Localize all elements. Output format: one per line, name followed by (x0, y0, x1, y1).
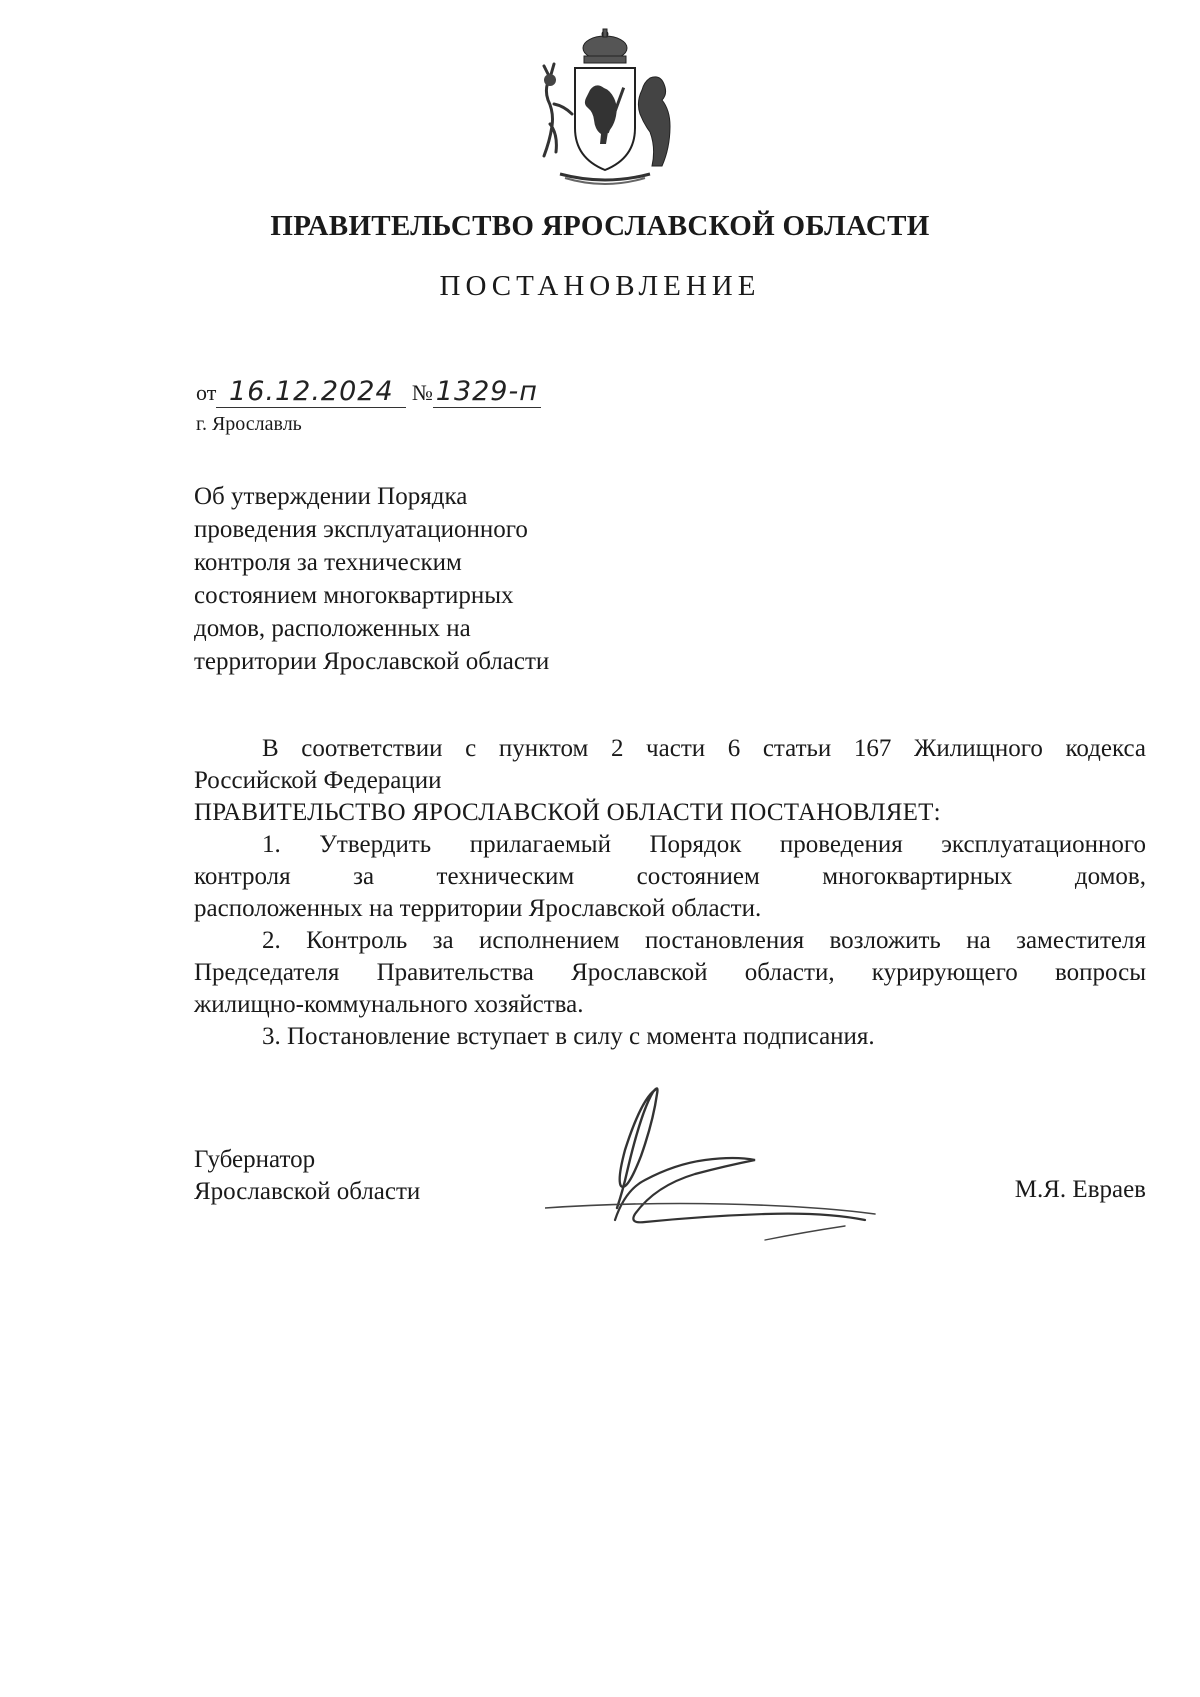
document-body (194, 733, 1146, 1053)
signer-title-line: Губернатор (194, 1146, 316, 1173)
signer-name: М.Я. Евраев (1014, 1176, 1146, 1203)
item-2-line: 2. Контроль за исполнением постановления возложить на заместителя (262, 927, 1146, 954)
document-subject (194, 480, 654, 678)
date-number-line (196, 378, 541, 408)
item-1-line: 1. Утвердить прилагаемый Порядок проведения эксплуатационного (262, 831, 1146, 858)
subject-line: контроля за техническим (194, 549, 462, 576)
subject-line: домов, расположенных на (194, 615, 471, 642)
signature-icon (545, 1080, 905, 1260)
date-value: 16.12.2024 (216, 378, 406, 408)
number-value: 1329-п (433, 378, 541, 408)
decree-line: ПРАВИТЕЛЬСТВО ЯРОСЛАВСКОЙ ОБЛАСТИ ПОСТАНОВЛЯЕТ: (194, 799, 941, 826)
coat-of-arms-icon (530, 28, 680, 188)
item-1-line: контроля за техническим состоянием многоквартирных домов, (194, 863, 1146, 890)
item-3-line: 3. Постановление вступает в силу с момента подписания. (262, 1023, 875, 1050)
item-2-line: Председателя Правительства Ярославской области, курирующего вопросы (194, 959, 1146, 986)
signer-title (194, 1144, 420, 1208)
subject-line: проведения эксплуатационного (194, 516, 528, 543)
item-2-line: жилищно-коммунального хозяйства. (194, 991, 584, 1018)
number-prefix: № (411, 380, 433, 405)
organization-title: ПРАВИТЕЛЬСТВО ЯРОСЛАВСКОЙ ОБЛАСТИ (270, 210, 930, 242)
city: г. Ярославль (196, 413, 302, 435)
document-type: ПОСТАНОВЛЕНИЕ (439, 270, 761, 302)
subject-line: территории Ярославской области (194, 648, 550, 675)
preamble-line: В соответствии с пунктом 2 части 6 статьи 167 Жилищного кодекса (262, 735, 1146, 762)
subject-line: Об утверждении Порядка (194, 483, 468, 510)
signer-title-line: Ярославской области (194, 1178, 421, 1205)
item-1-line: расположенных на территории Ярославской области. (194, 895, 762, 922)
date-prefix: от (196, 380, 217, 405)
preamble-line: Российской Федерации (194, 767, 442, 794)
subject-line: состоянием многоквартирных (194, 582, 514, 609)
